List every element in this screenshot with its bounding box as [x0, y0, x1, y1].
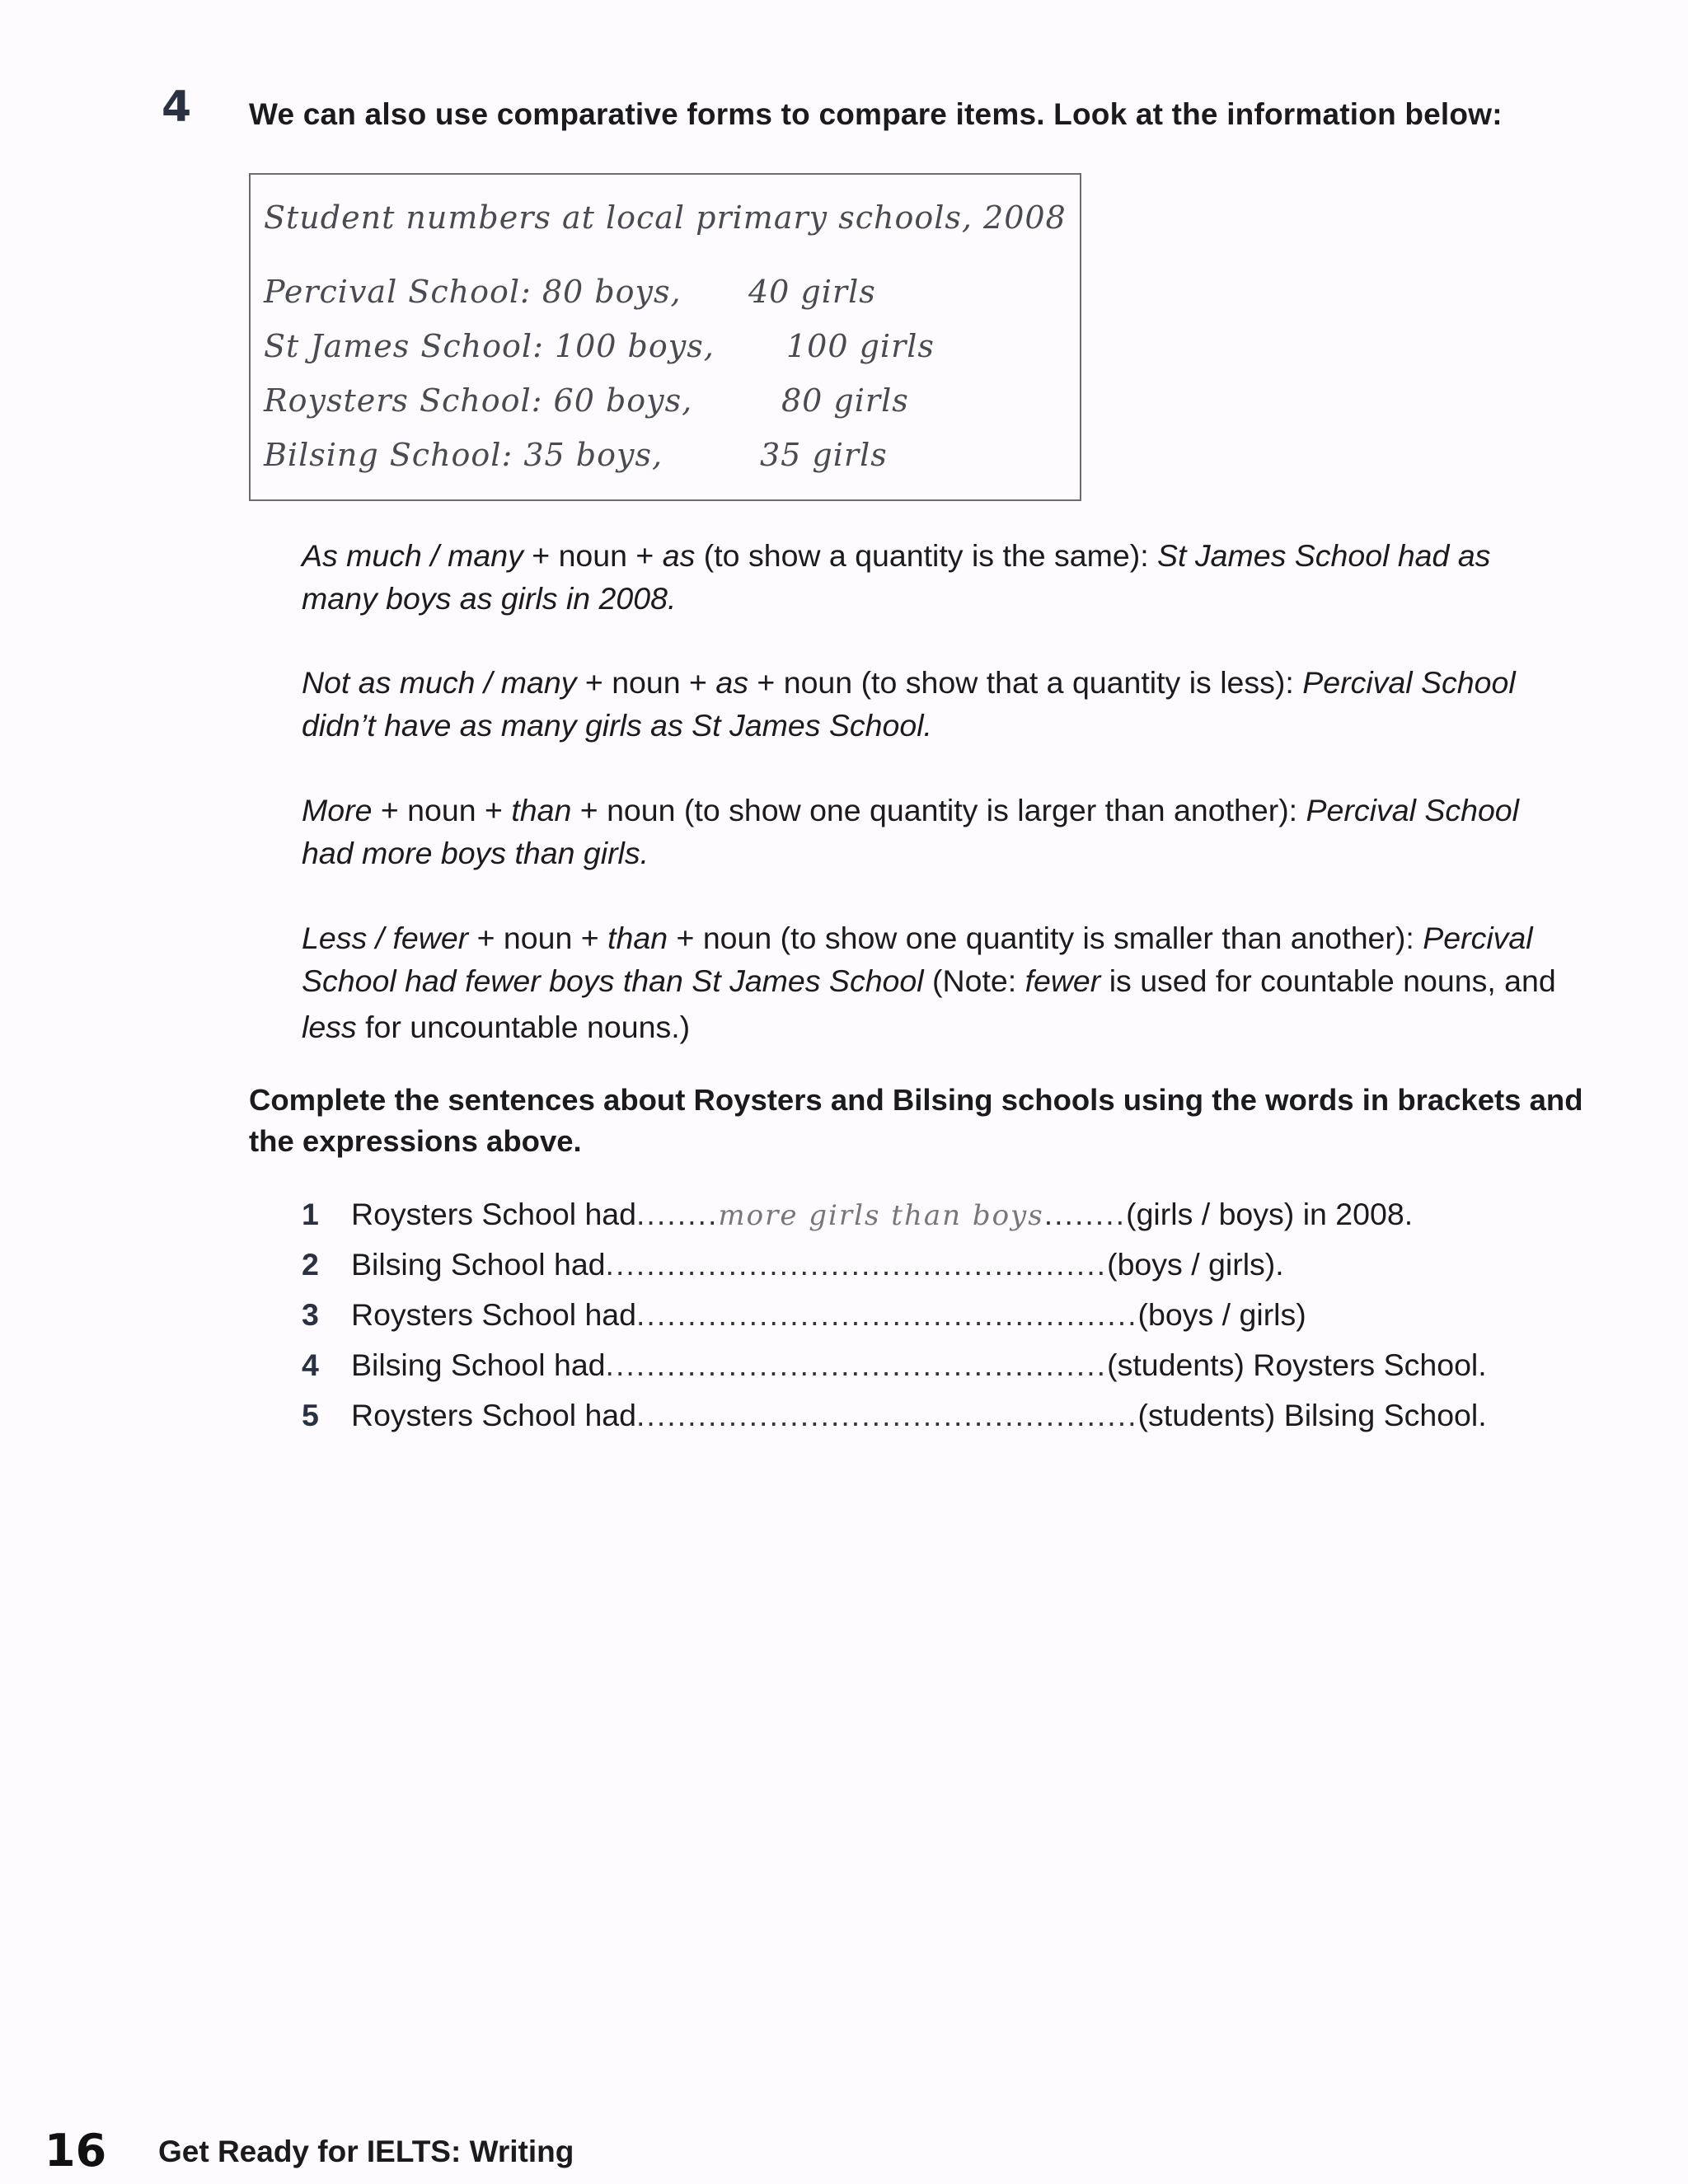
- rule-keyword: than: [511, 793, 572, 827]
- notes-girls-bilsing: 35 girls: [760, 437, 888, 473]
- answer-blank[interactable]: ........more girls than boys........: [636, 1197, 1127, 1232]
- rule-as-much-many: [302, 534, 1587, 620]
- book-title: Get Ready for IELTS: Writing: [158, 2135, 574, 2168]
- rule-example: had more boys than girls.: [302, 836, 649, 870]
- question-number: 2: [302, 1247, 319, 1282]
- student-numbers-notes: [249, 173, 1081, 501]
- rule-not-as-much-many: [302, 661, 1587, 747]
- question-end: (boys / girls).: [1107, 1247, 1284, 1282]
- question-number: 4: [302, 1347, 319, 1382]
- rule-explanation: + noun (to show one quantity is larger than another):: [571, 793, 1306, 827]
- answer-blank[interactable]: .................................................: [605, 1347, 1108, 1382]
- question-start: Bilsing School had: [351, 1247, 606, 1282]
- rule-less-fewer-than: [302, 916, 1587, 1048]
- question-4: [302, 1347, 1487, 1390]
- question-5: [302, 1398, 1487, 1441]
- notes-row-percival: Percival School: 80 boys,: [264, 274, 682, 310]
- question-end: (students) Bilsing School.: [1137, 1398, 1487, 1432]
- rule-example: Percival School: [1306, 793, 1519, 827]
- rule-note-keyword: fewer: [1025, 963, 1101, 998]
- answer-blank[interactable]: .................................................: [636, 1297, 1138, 1332]
- answer-blank[interactable]: .................................................: [636, 1398, 1138, 1432]
- rule-keyword: than: [607, 921, 668, 955]
- question-end: (girls / boys) in 2008.: [1126, 1197, 1414, 1231]
- rule-example: Percival: [1423, 921, 1533, 955]
- rule-pattern: As much / many: [302, 538, 523, 573]
- question-number: 1: [302, 1197, 319, 1231]
- task-line: Complete the sentences about Roysters and Bilsing schools using the words in brackets and: [249, 1083, 1583, 1117]
- rule-pattern: Not as much / many: [302, 665, 577, 700]
- rule-text: + noun +: [468, 921, 608, 955]
- rule-note: for uncountable nouns.): [356, 1010, 691, 1044]
- rule-note: is used for countable nouns, and: [1100, 963, 1556, 998]
- exercise-number: 4: [162, 82, 192, 132]
- rule-example: many boys as girls in 2008.: [302, 581, 677, 616]
- rule-example: Percival School: [1302, 665, 1516, 700]
- rule-text: + noun +: [576, 665, 716, 700]
- question-start: Roysters School had: [351, 1297, 637, 1332]
- handwritten-answer: more girls than boys: [718, 1199, 1044, 1232]
- rule-example: didn’t have as many girls as St James School.: [302, 708, 932, 743]
- answer-blank[interactable]: .................................................: [605, 1247, 1108, 1282]
- rule-note: (Note:: [923, 963, 1025, 998]
- page-number: 16: [45, 2125, 107, 2177]
- question-end: (students) Roysters School.: [1107, 1347, 1487, 1382]
- rule-keyword: as: [662, 538, 696, 573]
- notes-girls-roysters: 80 girls: [781, 382, 909, 419]
- task-line: the expressions above.: [249, 1124, 582, 1158]
- notes-row-roysters: Roysters School: 60 boys,: [264, 382, 693, 419]
- notes-girls-stjames: 100 girls: [786, 328, 935, 364]
- question-start: Bilsing School had: [351, 1347, 606, 1382]
- question-2: [302, 1247, 1284, 1290]
- question-3: [302, 1297, 1306, 1340]
- rule-keyword: as: [715, 665, 748, 700]
- rule-explanation: + noun (to show that a quantity is less):: [748, 665, 1303, 700]
- rule-pattern: More: [302, 793, 373, 827]
- question-number: 3: [302, 1297, 319, 1332]
- rule-example: St James School had as: [1157, 538, 1491, 573]
- rule-explanation: + noun (to show one quantity is smaller than another):: [668, 921, 1423, 955]
- rule-note-keyword: less: [302, 1010, 357, 1044]
- question-start: Roysters School had: [351, 1197, 637, 1231]
- rule-text: + noun +: [523, 538, 663, 573]
- question-1: [302, 1197, 1413, 1240]
- notes-row-bilsing: Bilsing School: 35 boys,: [264, 437, 663, 473]
- exercise-instruction: We can also use comparative forms to compare items. Look at the information below:: [249, 97, 1503, 131]
- rule-explanation: (to show a quantity is the same):: [695, 538, 1158, 573]
- notes-row-stjames: St James School: 100 boys,: [264, 328, 715, 364]
- rule-text: + noun +: [372, 793, 512, 827]
- question-number: 5: [302, 1398, 319, 1432]
- rule-example: School had fewer boys than St James School: [302, 963, 924, 998]
- question-start: Roysters School had: [351, 1398, 637, 1432]
- task-instruction: [249, 1080, 1601, 1162]
- notes-title: Student numbers at local primary schools, 2008: [264, 199, 1067, 236]
- rule-more-than: [302, 789, 1587, 874]
- rule-pattern: Less / fewer: [302, 921, 469, 955]
- question-end: (boys / girls): [1137, 1297, 1306, 1332]
- notes-girls-percival: 40 girls: [748, 274, 876, 310]
